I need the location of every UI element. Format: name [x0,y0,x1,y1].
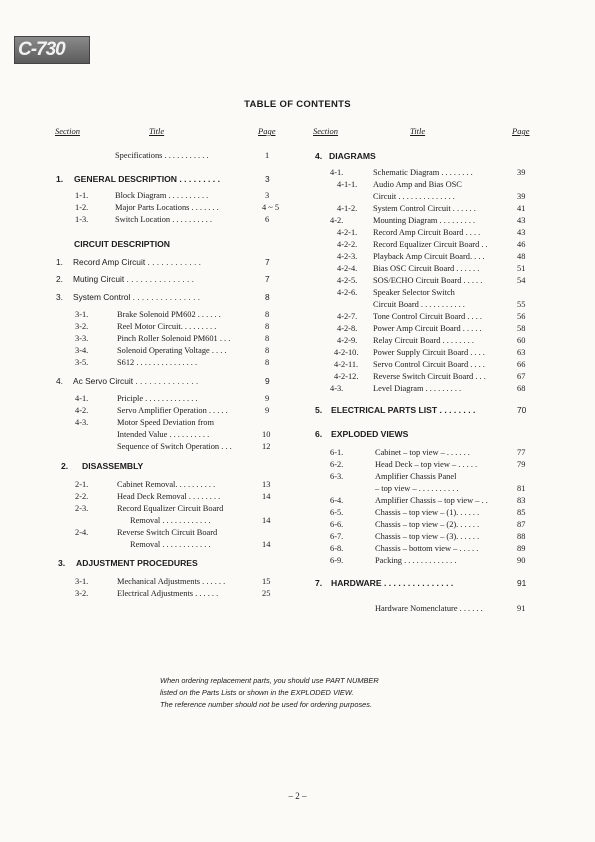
toc-title-r6-1: Cabinet – top view – . . . . . . [375,448,470,457]
toc-title-s1: GENERAL DESCRIPTION . . . . . . . . . [74,174,220,184]
toc-num-1-1: 1-1. [75,191,89,200]
toc-num-s4: 4. [315,151,323,161]
toc-title-r4-2-6: Speaker Selector Switch [373,288,455,297]
toc-num-3-2: 3-2. [75,322,89,331]
ordering-note-line1: When ordering replacement parts, you should use PART NUMBER [160,676,379,685]
page-title: TABLE OF CONTENTS [244,99,351,110]
toc-num-r6-8: 6-8. [330,544,344,553]
toc-page-3-1: 8 [265,310,270,319]
toc-title-a3-2: Electrical Adjustments . . . . . . [117,589,219,598]
toc-page-c4: 9 [265,376,270,386]
toc-num-a3: 3. [58,558,66,568]
toc-num-r4-1-1: 4-1-1. [337,180,358,189]
toc-page-r4-2-7: 56 [517,312,526,321]
toc-page-4-1: 9 [265,394,270,403]
toc-title-r4-2-11: Servo Control Circuit Board . . . . [373,360,485,369]
toc-title-d2: DISASSEMBLY [82,461,144,471]
toc-page-4-3b: 10 [262,430,271,439]
toc-num-3-2b: 3-2. [75,589,89,598]
toc-num-r4-2-11: 4-2-11. [334,360,359,369]
toc-title-hardware-nomenclature: Hardware Nomenclature . . . . . . [375,604,483,613]
toc-title-r6-3: Amplifier Chassis Panel [375,472,457,481]
toc-num-r4-2-3: 4-2-3. [337,252,358,261]
toc-num-1-3: 1-3. [75,215,89,224]
toc-num-r6-3: 6-3. [330,472,344,481]
toc-num-s6: 6. [315,429,323,439]
toc-title-3-2: Reel Motor Circuit. . . . . . . . . [117,322,217,331]
toc-title-r4-2-9: Relay Circuit Board . . . . . . . . [373,336,474,345]
toc-title-1-3: Switch Location . . . . . . . . . . [115,215,212,224]
toc-num-s7: 7. [315,578,323,588]
toc-title-3-3: Pinch Roller Solenoid PM601 . . . [117,334,231,343]
toc-title-r6-5: Chassis – top view – (1). . . . . . [375,508,480,517]
toc-title-2-4: Reverse Switch Circuit Board [117,528,218,537]
toc-page-3-3: 8 [265,334,270,343]
toc-page-3-2: 8 [265,322,270,331]
toc-title-s4: DIAGRAMS [329,151,376,161]
toc-num-3-1b: 3-1. [75,577,89,586]
ordering-note-line3: The reference number should not be used for ordering purposes. [160,700,372,709]
toc-title-c3: System Control . . . . . . . . . . . . . . . [73,292,201,302]
toc-num-r4-2-7: 4-2-7. [337,312,358,321]
left-header-title: Title [149,126,165,136]
toc-num-3-1: 3-1. [75,310,89,319]
toc-page-r6-4: 83 [517,496,526,505]
toc-num-r4-2-8: 4-2-8. [337,324,358,333]
toc-num-r4-2-1: 4-2-1. [337,228,358,237]
toc-page-r4-3: 68 [517,384,526,393]
toc-page-r4-2-4: 51 [517,264,526,273]
toc-page-r4-2-12: 67 [517,372,526,381]
toc-page-r6-5: 85 [517,508,526,517]
toc-page-2-2: 14 [262,492,271,501]
toc-page-s7: 91 [517,578,527,588]
toc-num-3-5: 3-5. [75,358,89,367]
toc-title-r4-3: Level Diagram . . . . . . . . . [373,384,462,393]
toc-num-2-4: 2-4. [75,528,89,537]
toc-page-3-4: 8 [265,346,270,355]
toc-title-r4-2-12: Reverse Switch Circuit Board . . . [373,372,486,381]
toc-page-specs: 1 [265,151,270,160]
toc-title-r4-2-1: Record Amp Circuit Board . . . . [373,228,481,237]
toc-page-4-2: 9 [265,406,270,415]
toc-page-2-3b: 14 [262,516,271,525]
toc-page-1-1: 3 [265,191,270,200]
toc-title-r6-8: Chassis – bottom view – . . . . . [375,544,479,553]
toc-page-r4-2-10: 63 [517,348,526,357]
toc-title-r4-1: Schematic Diagram . . . . . . . . [373,168,473,177]
toc-title-r6-9: Packing . . . . . . . . . . . . . [375,556,457,565]
toc-num-3-3: 3-3. [75,334,89,343]
toc-title-r6-6: Chassis – top view – (2). . . . . . [375,520,480,529]
toc-page-s1: 3 [265,174,270,184]
toc-title-1-2: Major Parts Locations . . . . . . . [115,203,219,212]
toc-num-2-3: 2-3. [75,504,89,513]
toc-page-r6-8: 89 [517,544,526,553]
toc-num-4-1: 4-1. [75,394,89,403]
toc-title-c4: Ac Servo Circuit . . . . . . . . . . . . . . [73,376,199,386]
toc-num-s1: 1. [56,174,64,184]
toc-title-r4-1-2: System Control Circuit . . . . . . [373,204,476,213]
toc-num-r4-2-9: 4-2-9. [337,336,358,345]
toc-num-r4-2-10: 4-2-10. [334,348,359,357]
page-number: – 2 – [288,791,307,801]
toc-page-c2: 7 [265,274,270,284]
toc-title-r6-7: Chassis – top view – (3). . . . . . [375,532,480,541]
toc-page-r4-1: 39 [517,168,526,177]
toc-num-r6-4: 6-4. [330,496,344,505]
toc-page-r6-6: 87 [517,520,526,529]
toc-page-r4-2-2: 46 [517,240,526,249]
toc-page-r6-7: 88 [517,532,526,541]
toc-title-r4-2-2: Record Equalizer Circuit Board . . [373,240,488,249]
toc-num-r4-2-2: 4-2-2. [337,240,358,249]
toc-page-r4-2-3: 48 [517,252,526,261]
toc-page-r4-2-5: 54 [517,276,526,285]
toc-page-1-2: 4 ~ 5 [262,203,280,212]
toc-num-1-2: 1-2. [75,203,89,212]
toc-num-4-2: 4-2. [75,406,89,415]
toc-num-r6-1: 6-1. [330,448,344,457]
toc-title-r4-1-1b: Circuit . . . . . . . . . . . . . . [373,192,455,201]
toc-num-r4-1-2: 4-1-2. [337,204,358,213]
toc-title-4-2: Servo Amplifier Operation . . . . . [117,406,228,415]
toc-circuit-description: CIRCUIT DESCRIPTION [74,239,170,249]
toc-num-r4-1: 4-1. [330,168,344,177]
toc-title-r4-2-6b: Circuit Board . . . . . . . . . . . [373,300,465,309]
right-header-section: Section [313,126,339,136]
toc-title-r4-2: Mounting Diagram . . . . . . . . . [373,216,476,225]
toc-num-r4-2-12: 4-2-12. [334,372,359,381]
toc-page-r4-2-1: 43 [517,228,526,237]
toc-page-hardware-nomenclature: 91 [517,604,526,613]
toc-num-c1: 1. [56,257,63,267]
toc-num-r4-2: 4-2. [330,216,344,225]
toc-title-2-3b: Removal . . . . . . . . . . . . [130,516,211,525]
toc-num-r6-7: 6-7. [330,532,344,541]
toc-title-r4-2-10: Power Supply Circuit Board . . . . [373,348,485,357]
toc-title-c1: Record Amp Circuit . . . . . . . . . . . . [73,257,201,267]
toc-num-r4-2-5: 4-2-5. [337,276,358,285]
toc-page-2-1: 13 [262,480,271,489]
toc-title-4-3b: Intended Value . . . . . . . . . . [117,430,210,439]
toc-title-r6-2: Head Deck – top view – . . . . . [375,460,478,469]
toc-num-r4-2-6: 4-2-6. [337,288,358,297]
toc-page-r4-2: 43 [517,216,526,225]
toc-page-r6-1: 77 [517,448,526,457]
toc-num-2-2: 2-2. [75,492,89,501]
toc-title-a3: ADJUSTMENT PROCEDURES [76,558,198,568]
toc-num-r6-6: 6-6. [330,520,344,529]
toc-title-s7: HARDWARE . . . . . . . . . . . . . . . [331,578,454,588]
toc-num-4-3: 4-3. [75,418,89,427]
toc-page-r4-1-2: 41 [517,204,526,213]
toc-page-r4-2-11: 66 [517,360,526,369]
toc-title-specs: Specifications . . . . . . . . . . . [115,151,209,160]
toc-page-r6-9: 90 [517,556,526,565]
toc-title-4-1: Priciple . . . . . . . . . . . . . [117,394,198,403]
toc-num-2-1: 2-1. [75,480,89,489]
toc-page-r6-2: 79 [517,460,526,469]
toc-page-a3-2: 25 [262,589,271,598]
toc-page-a3-1: 15 [262,577,271,586]
toc-title-s6: EXPLODED VIEWS [331,429,409,439]
right-header-title: Title [410,126,426,136]
toc-title-r6-4: Amplifier Chassis – top view – . . [375,496,488,505]
toc-page-c1: 7 [265,257,270,267]
right-header-page: Page [512,126,530,136]
toc-title-r4-1-1: Audio Amp and Bias OSC [373,180,462,189]
toc-num-c2: 2. [56,274,63,284]
toc-num-r4-2-4: 4-2-4. [337,264,358,273]
toc-num-s5: 5. [315,405,323,415]
ordering-note-line2: listed on the Parts Lists or shown in the EXPLODED VIEW. [160,688,354,697]
toc-page-s5: 70 [517,405,527,415]
toc-title-r4-2-7: Tone Control Circuit Board . . . . [373,312,482,321]
toc-num-r6-2: 6-2. [330,460,344,469]
toc-title-r4-2-5: SOS/ECHO Circuit Board . . . . . [373,276,483,285]
toc-num-3-4: 3-4. [75,346,89,355]
toc-page-4-3c: 12 [262,442,271,451]
left-header-page: Page [258,126,276,136]
toc-page-c3: 8 [265,292,270,302]
toc-title-r6-3b: – top view – . . . . . . . . . . [375,484,459,493]
toc-page-r4-2-9: 60 [517,336,526,345]
toc-page-r6-3b: 81 [517,484,526,493]
toc-num-d2: 2. [61,461,69,471]
model-logo-text: C-730 [18,39,65,60]
left-header-section: Section [55,126,81,136]
toc-title-3-5: S612 . . . . . . . . . . . . . . . [117,358,198,367]
toc-title-2-2: Head Deck Removal . . . . . . . . [117,492,221,501]
toc-title-c2: Muting Circuit . . . . . . . . . . . . . . . [73,274,194,284]
toc-page-2-4b: 14 [262,540,271,549]
toc-title-2-3: Record Equalizer Circuit Board [117,504,224,513]
toc-num-c3: 3. [56,292,63,302]
toc-title-4-3: Motor Speed Deviation from [117,418,214,427]
toc-title-1-1: Block Diagram . . . . . . . . . . [115,191,209,200]
toc-num-r6-5: 6-5. [330,508,344,517]
toc-num-r6-9: 6-9. [330,556,344,565]
toc-title-r4-2-4: Bias OSC Circuit Board . . . . . . [373,264,480,273]
toc-title-r4-2-8: Power Amp Circuit Board . . . . . [373,324,482,333]
toc-title-3-1: Brake Solenoid PM602 . . . . . . [117,310,221,319]
model-logo [14,36,90,64]
toc-title-2-1: Cabinet Removal. . . . . . . . . . [117,480,216,489]
toc-title-3-4: Solenoid Operating Voltage . . . . [117,346,227,355]
toc-page-3-5: 8 [265,358,270,367]
toc-num-r4-3: 4-3. [330,384,344,393]
toc-page-r4-2-6b: 55 [517,300,526,309]
toc-page-r4-2-8: 58 [517,324,526,333]
toc-title-2-4b: Removal . . . . . . . . . . . . [130,540,211,549]
toc-title-a3-1: Mechanical Adjustments . . . . . . [117,577,226,586]
toc-page-1-3: 6 [265,215,270,224]
toc-title-r4-2-3: Playback Amp Circuit Board. . . . [373,252,485,261]
toc-title-s5: ELECTRICAL PARTS LIST . . . . . . . . [331,405,476,415]
toc-title-4-3c: Sequence of Switch Operation . . . [117,442,232,451]
toc-page-r4-1-1b: 39 [517,192,526,201]
toc-num-c4: 4. [56,376,63,386]
